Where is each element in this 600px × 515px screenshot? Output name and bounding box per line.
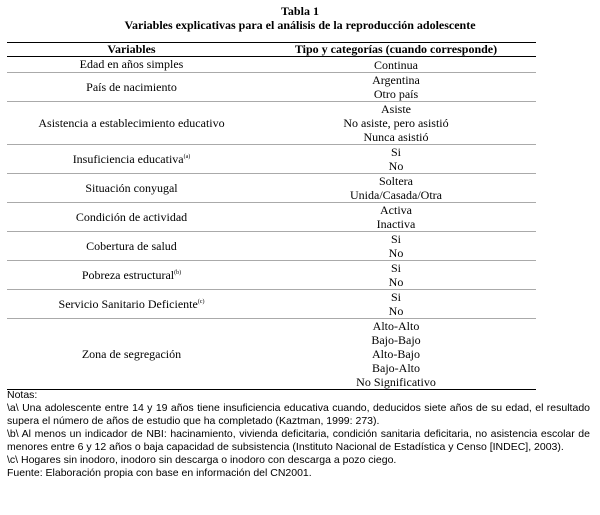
categories-cell [256, 73, 536, 102]
variable-cell [7, 102, 256, 145]
category-value: No [388, 304, 404, 318]
table-row [7, 145, 536, 174]
header-variables: Variables [7, 43, 256, 57]
table-row [7, 102, 536, 145]
category-value: Alto-Bajo [372, 347, 420, 361]
variable-name: País de nacimiento [86, 79, 177, 94]
categories-cell [256, 102, 536, 145]
category-value: Si [390, 232, 401, 246]
category-value: Si [390, 145, 401, 159]
variable-name: Servicio Sanitario Deficiente [58, 296, 198, 311]
categories-cell [256, 290, 536, 319]
category-value: No asiste, pero asistió [343, 116, 449, 130]
variable-name: Pobreza estructural [81, 267, 175, 282]
table-row [7, 174, 536, 203]
categories-cell [256, 232, 536, 261]
category-value: Bajo-Bajo [371, 333, 421, 347]
variable-name: Insuficiencia educativa [72, 151, 184, 166]
category-value: Unida/Casada/Otra [350, 188, 442, 202]
notes-heading: Notas: [7, 389, 38, 401]
category-value: No [388, 159, 404, 173]
variable-cell [7, 57, 256, 73]
variable-name: Condición de actividad [75, 209, 188, 224]
table-row [7, 319, 536, 390]
categories-cell [256, 319, 536, 390]
footnote-marker: (b) [174, 269, 182, 276]
table-row [7, 73, 536, 102]
variable-cell [7, 174, 256, 203]
category-value: Asiste [381, 102, 411, 116]
category-value: Si [390, 290, 401, 304]
categories-cell [256, 203, 536, 232]
source-note: Fuente: Elaboración propia con base en información del CN2001. [7, 467, 312, 479]
table-number: Tabla 1 [281, 4, 319, 18]
categories-cell [256, 145, 536, 174]
variable-name: Zona de segregación [81, 346, 182, 361]
category-value: Nunca asistió [363, 130, 429, 144]
categories-cell [256, 57, 536, 73]
category-value: Inactiva [376, 217, 416, 231]
category-value: Otro país [373, 87, 419, 101]
variable-cell [7, 232, 256, 261]
table-row [7, 290, 536, 319]
category-value: No Significativo [356, 375, 436, 389]
variable-name: Cobertura de salud [86, 238, 177, 253]
variable-name: Asistencia a establecimiento educativo [38, 115, 225, 130]
category-value: Alto-Alto [372, 319, 420, 333]
categories-cell [256, 174, 536, 203]
variable-name: Edad en años simples [79, 57, 184, 71]
variable-cell [7, 73, 256, 102]
note-b: \b\ Al menos un indicador de NBI: hacinamiento, vivienda deficitaria, condición sanitaria deficitaria, no asistencia escolar de menores entre 6 y 12 años o baja capacidad de subsistencia (Instituto Nacional de Estadística y Censo [INDEC], 2003). [7, 428, 590, 453]
variable-cell [7, 290, 256, 319]
footnote-marker: (c) [197, 298, 205, 305]
category-value: Activa [380, 203, 412, 217]
variable-cell [7, 261, 256, 290]
category-value: No [388, 275, 404, 289]
table-row [7, 57, 536, 73]
table-body [7, 57, 536, 390]
category-value: Argentina [372, 73, 420, 87]
notes-block [7, 389, 590, 480]
variable-cell [7, 319, 256, 390]
table-row [7, 261, 536, 290]
variable-cell [7, 145, 256, 174]
footnote-marker: (a) [183, 153, 191, 160]
variable-cell [7, 203, 256, 232]
categories-cell [256, 261, 536, 290]
note-c: \c\ Hogares sin inodoro, inodoro sin descarga o inodoro con descarga a pozo ciego. [7, 454, 397, 466]
category-value: Continua [374, 57, 418, 72]
table-title: Variables explicativas para el análisis de la reproducción adolescente [124, 18, 476, 32]
note-a: \a\ Una adolescente entre 14 y 19 años tiene insuficiencia educativa cuando, deducidos siete años de su edad, el resultado supera el número de años de estudio que ha completado (Kaztman, 1999: 273). [7, 402, 590, 427]
table-row [7, 203, 536, 232]
category-value: No [388, 246, 404, 260]
table-header-row [7, 43, 536, 57]
table-row [7, 232, 536, 261]
category-value: Soltera [379, 174, 413, 188]
variables-table [7, 42, 536, 390]
header-categories: Tipo y categorías (cuando corresponde) [256, 43, 536, 57]
category-value: Si [390, 261, 401, 275]
variable-name: Situación conyugal [85, 180, 178, 195]
category-value: Bajo-Alto [372, 361, 420, 375]
